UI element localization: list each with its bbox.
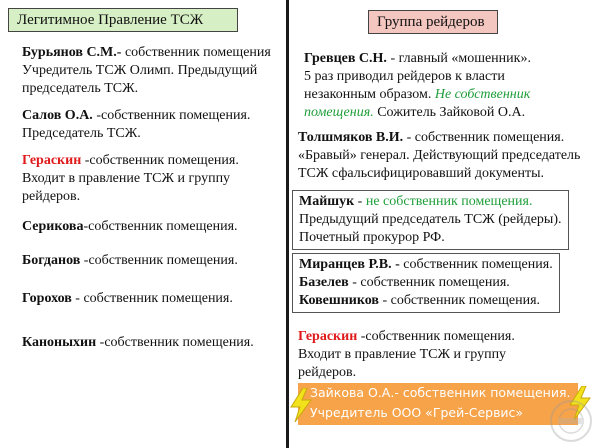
left-column-header: Легитимное Правление ТСЖ [8, 8, 238, 32]
highlight-box-zaikova [298, 383, 578, 425]
entry-text: -собственник помещения. [83, 219, 238, 234]
entry-name: Гераскин [298, 329, 358, 344]
highlight-line: Учредитель ООО «Грей-Сервис» [310, 405, 524, 420]
entry-text: - главный «мошенник». [386, 51, 531, 66]
left-entry-serikova [22, 218, 238, 236]
entry-line: рейдеров. [22, 189, 81, 204]
watermark-logo-icon [548, 398, 594, 444]
entry-text: -собственник помещения. [80, 253, 238, 268]
entry-name: Гревцев С.Н. [304, 51, 387, 66]
entry-note-green: помещения. [304, 105, 374, 120]
entry-name: Салов О.А. [22, 108, 93, 123]
entry-text: -собственник помещения. [357, 329, 515, 344]
entry-note-green: Не собственник [434, 87, 531, 102]
entry-line: Почетный прокурор РФ. [299, 230, 445, 245]
right-entry-tolshmyakov [298, 129, 580, 183]
entry-name: Серикова [22, 219, 84, 234]
entry-line: Председатель ТСЖ. [22, 126, 141, 141]
entry-line: Входит в правление ТСЖ и группу [298, 347, 507, 362]
entry-line: Учредитель ТСЖ Олимп. Предыдущий [22, 63, 258, 78]
entry-name: Гераскин [22, 153, 82, 168]
entry-line: Предыдущий председатель ТСЖ (рейдеры). [299, 212, 562, 227]
lightning-bolt-icon [289, 388, 313, 422]
right-entry-geraskin [298, 328, 515, 382]
highlight-line: Зайкова О.А.- собственник помещения. [310, 385, 571, 400]
entry-line: 5 раз приводил рейдеров к власти [304, 69, 505, 84]
entry-line: рейдеров. [298, 365, 357, 380]
entry-text: -собственник помещения. [81, 153, 239, 168]
entry-text: - собственник помещения. [378, 293, 541, 308]
entry-text: - собственник помещения. [348, 275, 510, 290]
entry-text: - собственник помещения. [71, 291, 233, 306]
left-entry-bogdanov [22, 252, 238, 270]
left-entry-buryanov [22, 44, 271, 98]
entry-name: Ковешников [299, 293, 379, 308]
entry-line: председатель ТСЖ. [22, 81, 139, 96]
entry-text: -собственник помещения. [96, 335, 254, 350]
entry-text: незаконным образом. [304, 87, 435, 102]
left-entry-gorokhov [22, 290, 233, 308]
entry-name: Толшмяков В.И. [298, 130, 404, 145]
entry-text: собственник помещения [121, 45, 271, 60]
entry-note-green: не собственник помещения. [365, 194, 533, 209]
left-entry-geraskin [22, 152, 239, 206]
entry-text: - собственник помещения. [403, 130, 565, 145]
right-entry-group-owners [292, 253, 560, 313]
column-divider [286, 0, 289, 448]
right-entry-grevtsev [304, 50, 531, 122]
entry-line: ТСЖ сфальсифицировавший документы. [298, 166, 544, 181]
entry-name: Базелев [299, 275, 349, 290]
entry-text: Сожитель Зайковой О.А. [373, 105, 526, 120]
entry-name: Богданов [22, 253, 81, 268]
entry-name: Майшук [299, 194, 355, 209]
right-entry-maishuk [292, 190, 569, 250]
entry-line: «Бравый» генерал. Действующий председатель [298, 148, 581, 163]
left-entry-kanonykhin [22, 334, 254, 352]
entry-name: Бурьянов С.М.- [22, 45, 122, 60]
entry-name: Каноныхин [22, 335, 97, 350]
entry-name: Миранцев Р.В. - [299, 257, 400, 272]
left-entry-salov [22, 107, 250, 143]
entry-line: Входит в правление ТСЖ и группу [22, 171, 231, 186]
entry-name: Горохов [22, 291, 72, 306]
entry-text: собственник помещения. [399, 257, 553, 272]
entry-text: -собственник помещения. [92, 108, 251, 123]
entry-text: - [354, 194, 366, 209]
right-column-header: Группа рейдеров [368, 10, 498, 34]
